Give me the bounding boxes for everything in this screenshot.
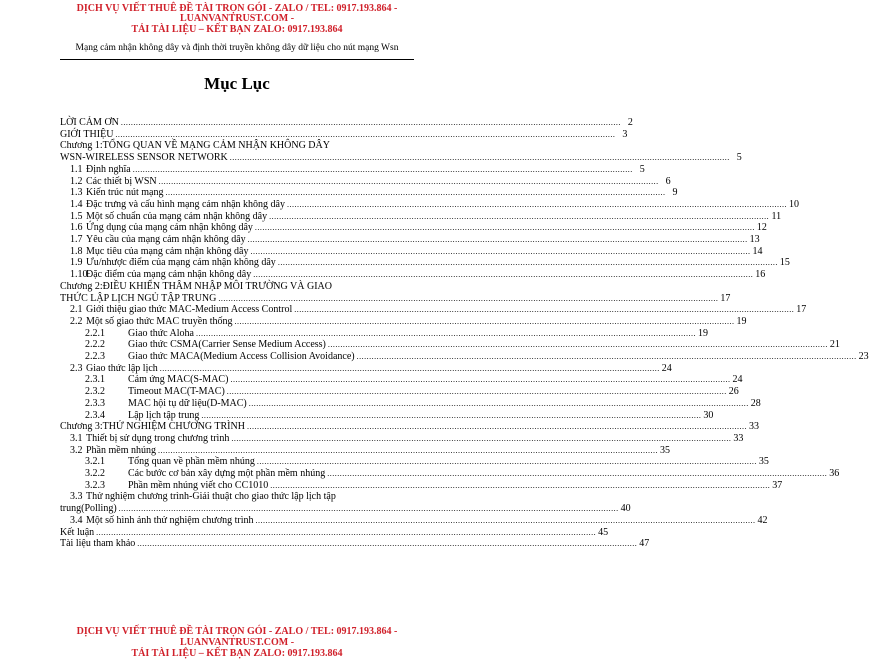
toc-leader-dots: ........................................................................................................................................................................................................ xyxy=(230,375,731,385)
toc-entry-page: 13 xyxy=(749,234,760,245)
toc-entry-number: 1.7 xyxy=(70,234,83,245)
toc-entry-title: Một số giao thức MAC truyền thống xyxy=(86,315,233,327)
toc-entry[interactable] xyxy=(60,269,766,281)
header-banner-line-3: TẢI TÀI LIỆU – KẾT BẠN ZALO: 0917.193.864 xyxy=(131,24,343,35)
toc-leader-dots: ........................................................................................................................................................................................................ xyxy=(158,445,658,455)
toc-leader-dots: ........................................................................................................................................................................................................ xyxy=(96,527,597,537)
toc-entry-title: Các bước cơ bản xây dựng một phần mềm nhúng xyxy=(128,468,326,479)
toc-entry[interactable] xyxy=(60,538,650,550)
toc-entry-title: Phần mềm nhúng xyxy=(86,444,156,456)
toc-entry-page: 9 xyxy=(672,187,678,199)
toc-leader-dots: ........................................................................................................................................................................................................ xyxy=(231,433,732,443)
toc-entry[interactable] xyxy=(60,234,760,245)
toc-entry-page: 5 xyxy=(736,152,742,164)
toc-entry-page: 5 xyxy=(639,163,645,175)
toc-entry-page: 11 xyxy=(771,210,782,222)
toc-leader-dots: ........................................................................................................................................................................................................ xyxy=(247,235,748,244)
toc-entry[interactable] xyxy=(60,386,739,398)
toc-entry[interactable] xyxy=(60,245,763,257)
toc-leader-dots: ........................................................................................................................................................................................................ xyxy=(356,352,857,361)
toc-entry-title: Thử nghiệm chương trình-Giải thuật cho giao thức lập lịch tập xyxy=(86,491,336,503)
toc-entry-number: 3.3 xyxy=(70,491,83,503)
toc-entry-title: Chương 2:ĐIỀU KHIỂN THÂM NHẬP MÔI TRƯỜNG VÀ GIAO xyxy=(60,280,332,292)
toc-leader-dots: ........................................................................................................................................................................................................ xyxy=(226,387,727,397)
toc-entry-page: 6 xyxy=(665,175,671,187)
toc-entry-number: 2.3.1 xyxy=(85,374,105,386)
toc-entry[interactable] xyxy=(60,222,767,234)
toc-entry-page: 28 xyxy=(750,397,761,409)
toc-entry[interactable] xyxy=(60,304,807,316)
toc-entry-number: 2.3 xyxy=(70,362,83,374)
toc-entry-title: Đặc điểm của mạng cảm nhận không dây xyxy=(86,269,252,281)
toc-leader-dots: ........................................................................................................................................................................................................ xyxy=(165,188,666,198)
toc-entry[interactable] xyxy=(60,140,400,151)
toc-entry-number: 2.2.1 xyxy=(85,327,105,339)
toc-leader-dots: ........................................................................................................................................................................................................ xyxy=(286,199,787,209)
toc-entry-title: GIỚI THIỆU xyxy=(60,128,114,140)
toc-entry-page: 24 xyxy=(732,374,743,386)
toc-leader-dots: ........................................................................................................................................................................................................ xyxy=(277,258,778,268)
toc-entry-number: 2.2.3 xyxy=(85,351,105,362)
toc-entry-title: trung(Polling) xyxy=(60,503,117,515)
toc-entry-title: Tài liệu tham khảo xyxy=(60,538,136,550)
toc-entry-number: 1.8 xyxy=(70,245,83,257)
toc-entry-continuation[interactable] xyxy=(60,503,631,515)
toc-entry-page: 35 xyxy=(660,444,670,456)
toc-entry-number: 1.10 xyxy=(70,269,88,281)
toc-entry-number: 2.2 xyxy=(70,315,83,327)
toc-entry-title: Giao thức CSMA(Carrier Sense Medium Access) xyxy=(128,339,326,351)
toc-leader-dots: ........................................................................................................................................................................................................ xyxy=(254,223,755,233)
toc-leader-dots: ........................................................................................................................................................................................................ xyxy=(159,363,660,373)
toc-entry-page: 21 xyxy=(829,339,840,351)
toc-entry-title: Ưu/nhược điểm của mạng cảm nhận không dây xyxy=(86,257,276,269)
toc-entry-title: Một số hình ảnh thử nghiệm chương trình xyxy=(86,514,254,526)
toc-entry-number: 2.3.2 xyxy=(85,386,105,398)
header-banner-line-1: DỊCH VỤ VIẾT THUÊ ĐỀ TÀI TRỌN GÓI - ZALO / TEL: 0917.193.864 - xyxy=(76,3,398,14)
toc-entry-number: 3.2.2 xyxy=(85,468,105,479)
toc-entry[interactable] xyxy=(60,163,645,175)
toc-entry[interactable] xyxy=(60,491,400,502)
toc-entry-page: 12 xyxy=(756,222,767,234)
toc-leader-dots: ........................................................................................................................................................................................................ xyxy=(115,129,616,139)
toc-leader-dots: ........................................................................................................................................................................................................ xyxy=(250,246,751,256)
toc-entry-number: 3.4 xyxy=(70,514,83,526)
toc-entry[interactable] xyxy=(60,281,400,292)
toc-entry-page: 33 xyxy=(733,432,744,444)
toc-entry-number: 3.2.1 xyxy=(85,456,105,468)
toc-entry-title: Giao thức MACA(Medium Access Collision Avoidance) xyxy=(128,351,355,362)
toc-entry[interactable] xyxy=(60,526,609,538)
toc-entry-number: 2.2.2 xyxy=(85,339,105,351)
toc-entry-page: 23 xyxy=(858,351,869,362)
toc-leader-dots: ........................................................................................................................................................................................................ xyxy=(270,480,771,490)
toc-leader-dots: ........................................................................................................................................................................................................ xyxy=(255,515,756,525)
toc-entry-page: 26 xyxy=(728,386,739,398)
toc-leader-dots: ........................................................................................................................................................................................................ xyxy=(137,539,638,549)
toc-entry-title: Tổng quan về phần mềm nhúng xyxy=(128,456,255,468)
toc-entry-number: 3.2 xyxy=(70,444,83,456)
toc-entry[interactable] xyxy=(60,456,769,468)
toc-leader-dots: ........................................................................................................................................................................................................ xyxy=(158,176,659,186)
toc-leader-dots: ........................................................................................................................................................................................................ xyxy=(132,164,633,174)
toc-entry-title: LỜI CẢM ƠN xyxy=(60,117,119,128)
toc-entry[interactable] xyxy=(60,421,759,433)
toc-leader-dots: ........................................................................................................................................................................................................ xyxy=(294,305,795,315)
toc-entry-page: 40 xyxy=(620,503,631,515)
toc-entry-number: 2.3.3 xyxy=(85,397,105,409)
toc-entry-title: Một số chuẩn của mạng cảm nhận không dây xyxy=(86,210,268,222)
toc-entry[interactable] xyxy=(60,315,747,327)
toc-entry[interactable] xyxy=(60,339,840,351)
toc-leader-dots: ........................................................................................................................................................................................................ xyxy=(327,469,828,478)
toc-entry[interactable] xyxy=(60,351,869,362)
toc-entry-number: 3.2.3 xyxy=(85,479,105,491)
toc-leader-dots: ........................................................................................................................................................................................................ xyxy=(229,153,730,163)
toc-leader-dots: ........................................................................................................................................................................................................ xyxy=(269,211,770,221)
toc-entry-page: 19 xyxy=(736,315,747,327)
toc-leader-dots: ........................................................................................................................................................................................................ xyxy=(234,316,735,326)
toc-leader-dots: ........................................................................................................................................................................................................ xyxy=(327,340,828,350)
toc-entry-number: 3.1 xyxy=(70,432,83,444)
toc-entry-title: Giao thức lập lịch xyxy=(86,362,158,374)
toc-entry[interactable] xyxy=(60,362,672,374)
toc-entry-title: Giao thức Aloha xyxy=(128,327,194,339)
footer-banner-line-3: TẢI TÀI LIỆU – KẾT BẠN ZALO: 0917.193.864 xyxy=(131,648,343,659)
toc-entry[interactable] xyxy=(60,468,840,479)
toc-entry[interactable] xyxy=(60,409,714,421)
toc-entry-title: Chương 3:THỬ NGHIỆM CHƯƠNG TRÌNH xyxy=(60,421,245,433)
toc-entry-title: Ứng dụng của mạng cảm nhận không dây xyxy=(86,222,253,234)
toc-entry-title: Mục tiêu của mạng cảm nhận không dây xyxy=(86,245,249,257)
toc-entry-page: 42 xyxy=(757,514,768,526)
toc-leader-dots: ........................................................................................................................................................................................................ xyxy=(256,457,757,467)
footer-banner-line-1: DỊCH VỤ VIẾT THUÊ ĐỀ TÀI TRỌN GÓI - ZALO / TEL: 0917.193.864 - xyxy=(76,626,398,637)
toc-leader-dots: ........................................................................................................................................................................................................ xyxy=(218,293,719,303)
toc-entry-page: 2 xyxy=(627,117,633,128)
toc-entry[interactable] xyxy=(60,432,744,444)
toc-entry-page: 47 xyxy=(639,538,650,550)
toc-leader-dots: ........................................................................................................................................................................................................ xyxy=(248,398,749,408)
toc-leader-dots: ........................................................................................................................................................................................................ xyxy=(120,118,621,127)
toc-entry[interactable] xyxy=(60,128,628,140)
toc-entry[interactable] xyxy=(60,187,678,199)
header-divider xyxy=(60,59,414,60)
toc-entry-page: 19 xyxy=(697,327,708,339)
toc-entry-title: Phần mềm nhúng viết cho CC1010 xyxy=(128,479,269,491)
toc-entry[interactable] xyxy=(60,514,768,526)
toc-entry-page: 45 xyxy=(598,526,609,538)
toc-entry[interactable] xyxy=(60,117,633,128)
toc-entry-page: 15 xyxy=(779,257,790,269)
page-title: Mục Lục xyxy=(204,74,270,93)
toc-entry[interactable] xyxy=(60,444,670,456)
toc-entry[interactable] xyxy=(60,479,783,491)
toc-entry-number: 2.3.4 xyxy=(85,409,105,421)
toc-entry[interactable] xyxy=(60,257,790,269)
toc-entry-page: 30 xyxy=(703,409,714,421)
toc-entry-page: 17 xyxy=(720,292,731,304)
toc-leader-dots: ........................................................................................................................................................................................................ xyxy=(118,504,619,514)
toc-entry-title: Yêu cầu của mạng cảm nhận không dây xyxy=(86,234,246,245)
document-subtitle: Mạng cảm nhận không dây và định thời truyền không dây dữ liệu cho nút mạng Wsn xyxy=(75,43,399,53)
toc-entry-title: THỨC LẬP LỊCH NGỦ TẬP TRUNG xyxy=(60,292,217,304)
toc-entry-page: 16 xyxy=(755,269,766,281)
toc-entry-page: 17 xyxy=(796,304,807,316)
toc-entry-title: Kết luận xyxy=(60,526,95,538)
toc-entry-number: 1.1 xyxy=(70,163,83,175)
toc-entry-number: 1.5 xyxy=(70,210,83,222)
toc-leader-dots: ........................................................................................................................................................................................................ xyxy=(253,270,754,280)
toc-entry-title: Đặc trưng và cấu hình mạng cảm nhận không dây xyxy=(86,198,285,210)
toc-entry-title: Giới thiệu giao thức MAC-Medium Access Control xyxy=(86,304,293,316)
toc-entry[interactable] xyxy=(60,397,761,409)
toc-entry-number: 1.9 xyxy=(70,257,83,269)
toc-entry-number: 1.6 xyxy=(70,222,83,234)
toc-entry-number: 2.1 xyxy=(70,304,83,316)
toc-entry-page: 33 xyxy=(748,421,759,433)
toc-entry-title: WSN-WIRELESS SENSOR NETWORK xyxy=(60,152,228,164)
toc-entry-title: MAC hội tụ dữ liệu(D-MAC) xyxy=(128,397,247,409)
toc-leader-dots: ........................................................................................................................................................................................................ xyxy=(195,328,696,338)
toc-entry-page: 24 xyxy=(661,362,672,374)
toc-leader-dots: ........................................................................................................................................................................................................ xyxy=(246,422,747,432)
toc-entry-title: Lập lịch tập trung xyxy=(128,409,200,421)
toc-entry-page: 3 xyxy=(622,128,628,140)
toc-entry-title: Timeout MAC(T-MAC) xyxy=(128,386,225,398)
toc-entry[interactable] xyxy=(60,327,708,339)
toc-entry-title: Chương 1:TỔNG QUAN VỀ MẠNG CẢM NHẬN KHÔNG DÂY xyxy=(60,140,330,152)
toc-entry[interactable] xyxy=(60,175,671,187)
toc-entry-page: 36 xyxy=(829,468,840,479)
toc-entry-number: 1.3 xyxy=(70,187,83,199)
toc-entry-continuation[interactable] xyxy=(60,152,742,164)
toc-entry-page: 14 xyxy=(752,245,763,257)
toc-entry-continuation[interactable] xyxy=(60,292,731,304)
toc-entry-number: 1.4 xyxy=(70,198,83,210)
toc-entry-title: Cảm ứng MAC(S-MAC) xyxy=(128,374,229,386)
toc-entry-page: 35 xyxy=(758,456,769,468)
toc-entry[interactable] xyxy=(60,198,799,210)
toc-entry[interactable] xyxy=(60,374,743,386)
toc-entry-page: 37 xyxy=(772,479,783,491)
footer-banner-line-2: LUANVANTRUST.COM - xyxy=(179,637,295,648)
toc-entry-title: Kiến trúc nút mạng xyxy=(86,187,164,199)
toc-entry-number: 1.2 xyxy=(70,175,83,187)
toc-entry-title: Thiết bị sử dụng trong chương trình xyxy=(86,432,230,444)
toc-entry-title: Định nghĩa xyxy=(86,163,131,175)
toc-entry[interactable] xyxy=(60,210,782,222)
toc-entry-title: Các thiết bị WSN xyxy=(86,175,157,187)
header-banner-line-2: LUANVANTRUST.COM - xyxy=(179,13,295,24)
toc-entry-page: 10 xyxy=(788,198,799,210)
toc-leader-dots: ........................................................................................................................................................................................................ xyxy=(201,410,702,420)
